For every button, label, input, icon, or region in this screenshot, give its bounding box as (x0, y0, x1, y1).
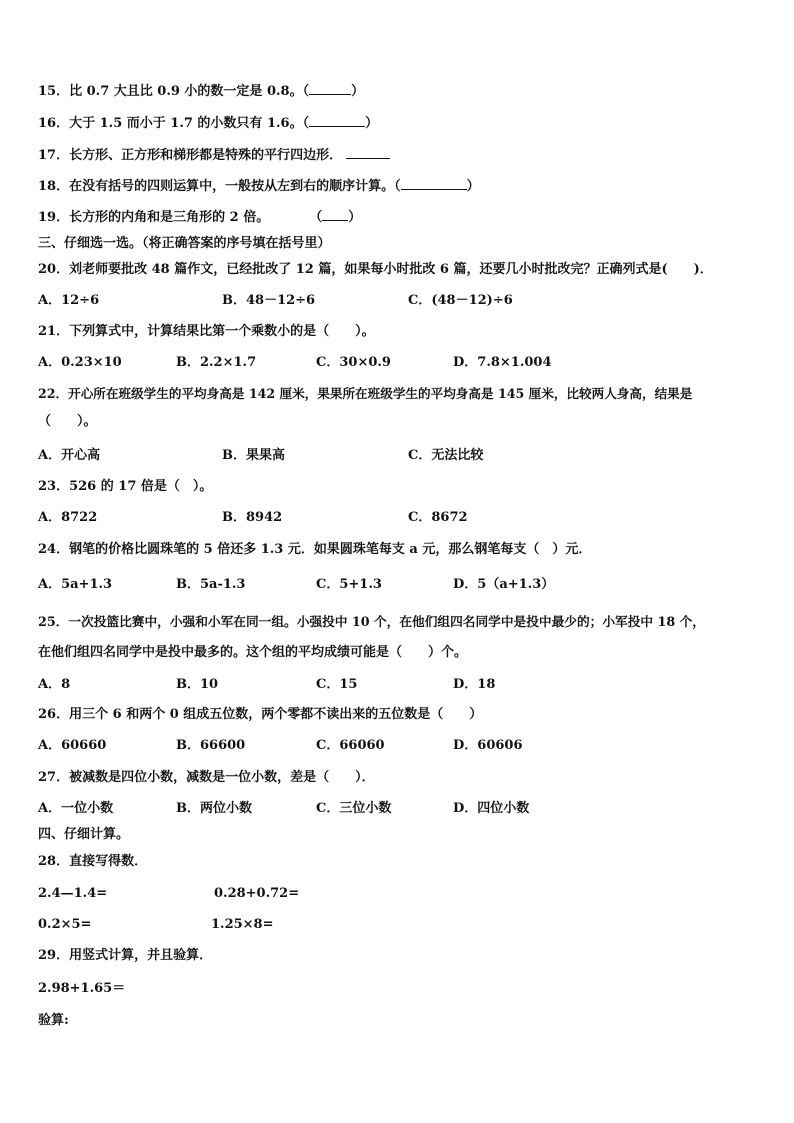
option-a[interactable]: A．8 (38, 677, 71, 692)
question-25-line-2: 在他们组四名同学中是投中最多的。这个组的平均成绩可能是（ ）个。 (38, 645, 468, 660)
question-15 (38, 82, 364, 101)
option-c[interactable]: C．无法比较 (408, 448, 484, 463)
question-17-text: 长方形、正方形和梯形都是特殊的平行四边形． (69, 148, 343, 163)
answer-blank[interactable] (322, 208, 348, 221)
option-c[interactable]: C．30×0.9 (316, 355, 391, 370)
option-b[interactable]: B．66600 (176, 738, 246, 753)
option-d[interactable]: D．60606 (453, 738, 523, 753)
option-a[interactable]: A．60660 (38, 738, 107, 753)
question-22-line-2: （ ）。 (38, 414, 97, 429)
question-18-number: 18． (38, 179, 70, 194)
option-c[interactable]: C．66060 (316, 738, 385, 753)
option-b[interactable]: B．48－12÷6 (222, 293, 316, 308)
option-b[interactable]: B．5a-1.3 (176, 577, 246, 592)
question-19-text: 长方形的内角和是三角形的 2 倍。 (69, 210, 270, 225)
paren-close: ） (365, 116, 379, 131)
option-d[interactable]: D．18 (453, 677, 496, 692)
check-label: 验算: (38, 1013, 69, 1028)
option-b[interactable]: B．两位小数 (176, 801, 252, 816)
option-a[interactable]: A．8722 (38, 510, 98, 525)
question-16 (38, 114, 378, 133)
question-24: 24．钢笔的价格比圆珠笔的 5 倍还多 1.3 元．如果圆珠笔每支 a 元，那么钢笔每支（ ）元． (38, 542, 592, 557)
question-17 (38, 146, 390, 165)
option-b[interactable]: B．2.2×1.7 (176, 355, 257, 370)
question-21: 21．下列算式中，计算结果比第一个乘数小的是（ ）。 (38, 324, 375, 339)
question-23: 23．526 的 17 倍是（ ）。 (38, 479, 213, 494)
option-b[interactable]: B．8942 (222, 510, 283, 525)
option-c[interactable]: C．5+1.3 (316, 577, 382, 592)
question-15-text: 比 0.7 大且比 0.9 小的数一定是 0.8。（ (69, 84, 310, 99)
option-a[interactable]: A．12÷6 (38, 293, 100, 308)
question-27: 27．被减数是四位小数，减数是一位小数，差是（ ）． (38, 770, 375, 785)
question-26: 26．用三个 6 和两个 0 组成五位数，两个零都不读出来的五位数是（ ） (38, 707, 483, 722)
paren-close: ） (351, 84, 365, 99)
calc-item: 0.28+0.72= (214, 886, 300, 901)
question-18 (38, 177, 480, 196)
paren-close: ） (466, 179, 480, 194)
option-c[interactable]: C．(48－12)÷6 (408, 293, 513, 308)
question-28: 28．直接写得数． (38, 854, 148, 869)
option-a[interactable]: A．5a+1.3 (38, 577, 113, 592)
answer-blank[interactable] (309, 82, 351, 95)
section-4-heading: 四、仔细计算。 (38, 827, 130, 842)
option-c[interactable]: C．8672 (408, 510, 468, 525)
question-20: 20．刘老师要批改 48 篇作文，已经批改了 12 篇，如果每小时批改 6 篇，还要几小时批改完？正确列式是( )． (38, 262, 713, 277)
question-16-number: 16． (38, 116, 70, 131)
question-19-number: 19． (38, 210, 70, 225)
option-b[interactable]: B．果果高 (222, 448, 285, 463)
option-a[interactable]: A．0.23×10 (38, 355, 122, 370)
option-a[interactable]: A．一位小数 (38, 801, 114, 816)
question-19 (38, 208, 361, 227)
answer-blank[interactable] (346, 146, 390, 159)
option-c[interactable]: C．15 (316, 677, 358, 692)
question-16-text: 大于 1.5 而小于 1.7 的小数只有 1.6。（ (69, 116, 310, 131)
question-15-number: 15． (38, 84, 70, 99)
option-c[interactable]: C．三位小数 (316, 801, 392, 816)
answer-blank[interactable] (309, 114, 365, 127)
paren-open: （ (309, 210, 323, 225)
question-29: 29．用竖式计算，并且验算． (38, 948, 213, 963)
option-d[interactable]: D．5（a+1.3） (453, 577, 555, 592)
option-b[interactable]: B．10 (176, 677, 219, 692)
section-3-heading: 三、仔细选一选。（将正确答案的序号填在括号里） (38, 236, 331, 251)
calc-item: 2.4—1.4= (38, 886, 108, 901)
option-d[interactable]: D．7.8×1.004 (453, 355, 552, 370)
option-d[interactable]: D．四位小数 (453, 801, 530, 816)
paren-close: ） (348, 210, 362, 225)
question-17-number: 17． (38, 148, 70, 163)
calc-expression: 2.98+1.65＝ (38, 981, 126, 996)
option-a[interactable]: A．开心高 (38, 448, 101, 463)
calc-item: 1.25×8= (211, 917, 274, 932)
question-22-line-1: 22．开心所在班级学生的平均身高是 142 厘米，果果所在班级学生的平均身高是 145 厘米，比较两人身高，结果是 (38, 386, 693, 401)
question-25-line-1: 25．一次投篮比赛中，小强和小军在同一组。小强投中 10 个，在他们组四名同学中是投中最少的；小军投中 18 个， (38, 614, 705, 629)
question-18-text: 在没有括号的四则运算中，一般按从左到右的顺序计算。（ (69, 179, 401, 194)
answer-blank[interactable] (401, 177, 467, 190)
calc-item: 0.2×5= (38, 917, 92, 932)
